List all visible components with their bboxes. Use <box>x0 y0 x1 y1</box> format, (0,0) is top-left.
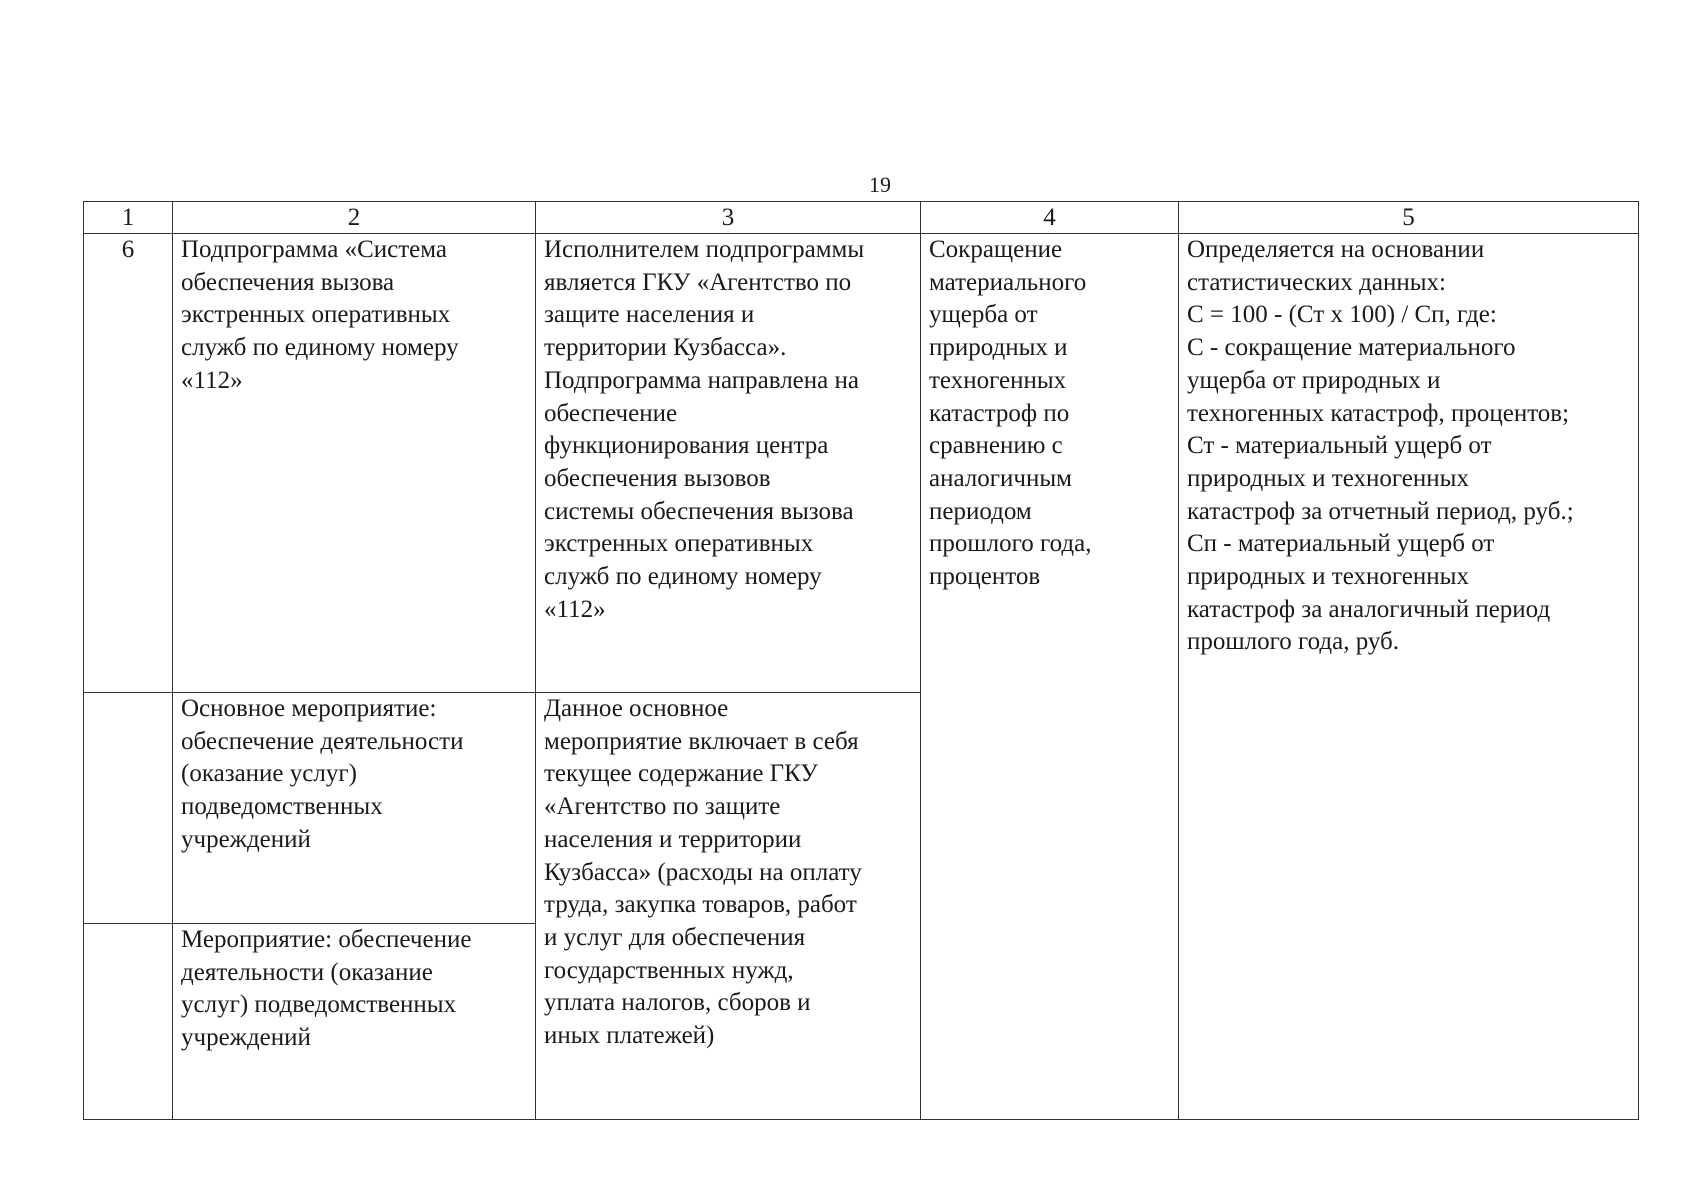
method-cell <box>1179 234 1639 1120</box>
cell-text-line: «112» <box>181 366 243 394</box>
cell-text-line: природных и техногенных <box>1187 464 1469 492</box>
cell-text-line: Ст - материальный ущерб от <box>1187 432 1492 460</box>
cell-text-line: учреждений <box>181 825 311 853</box>
cell-text-line: Данное основное <box>544 695 729 722</box>
cell-text-line: экстренных оперативных <box>181 301 451 329</box>
cell-text-line: Определяется на основании <box>1187 236 1485 263</box>
header-cell-2: 2 <box>173 202 536 234</box>
main-activity-description-cell <box>536 693 921 1120</box>
cell-text-line: защите населения и <box>544 301 755 329</box>
cell-text-line: обеспечения вызова <box>181 268 395 296</box>
cell-text-line: техногенных катастроф, процентов; <box>1187 399 1570 427</box>
cell-text-line: является ГКУ «Агентство по <box>544 268 852 296</box>
cell-text-line: природных и техногенных <box>1187 563 1469 591</box>
header-cell-3: 3 <box>536 202 921 234</box>
cell-text-line: государственных нужд, <box>544 956 794 984</box>
cell-text-line: территории Кузбасса». <box>544 334 787 362</box>
indicators-table <box>83 201 1639 1120</box>
subprogram-name-cell <box>173 234 536 693</box>
cell-text-line: обеспечение <box>544 399 678 427</box>
cell-text-line: С = 100 - (Ст х 100) / Сп, где: <box>1187 301 1497 329</box>
cell-text-line: иных платежей) <box>544 1022 715 1050</box>
cell-text-line: обеспечение деятельности <box>181 727 464 755</box>
header-cell-4: 4 <box>921 202 1179 234</box>
cell-text-line: Подпрограмма «Система <box>181 236 448 263</box>
cell-text-line: прошлого года, <box>929 530 1092 558</box>
cell-text-line: текущее содержание ГКУ <box>544 760 818 788</box>
empty-number-cell <box>84 924 173 1120</box>
cell-text-line: услуг) подведомственных <box>181 991 457 1019</box>
cell-text-line: (оказание услуг) <box>181 760 357 788</box>
table-row <box>84 234 1639 693</box>
cell-text-line: природных и <box>929 334 1068 362</box>
cell-text-line: населения и территории <box>544 825 802 853</box>
header-cell-1: 1 <box>84 202 173 234</box>
header-row <box>84 202 1639 234</box>
cell-text-line: катастроф по <box>929 399 1070 427</box>
cell-text-line: экстренных оперативных <box>544 530 814 558</box>
cell-text-line: Мероприятие: обеспечение <box>181 926 472 953</box>
cell-text-line: функционирования центра <box>544 432 829 460</box>
cell-text-line: системы обеспечения вызова <box>544 497 854 525</box>
cell-text-line: техногенных <box>929 366 1067 394</box>
cell-text-line: статистических данных: <box>1187 268 1446 296</box>
cell-text-line: ущерба от <box>929 301 1038 329</box>
cell-text-line: мероприятие включает в себя <box>544 727 859 755</box>
cell-text-line: катастроф за отчетный период, руб.; <box>1187 497 1574 525</box>
cell-text-line: катастроф за аналогичный период <box>1187 595 1551 623</box>
cell-text-line: С - сокращение материального <box>1187 334 1516 362</box>
cell-text-line: сравнению с <box>929 432 1063 460</box>
main-activity-name-cell <box>173 693 536 924</box>
cell-text-line: «112» <box>544 595 606 623</box>
cell-text-line: прошлого года, руб. <box>1187 628 1400 656</box>
cell-text-line: Сокращение <box>929 236 1063 263</box>
cell-text-line: ущерба от природных и <box>1187 366 1441 394</box>
row-number-cell: 6 <box>84 234 173 693</box>
cell-text-line: Кузбасса» (расходы на оплату <box>544 858 862 886</box>
cell-text-line: деятельности (оказание <box>181 958 433 986</box>
cell-text-line: «Агентство по защите <box>544 793 781 821</box>
subprogram-description-cell <box>536 234 921 693</box>
cell-text-line: Основное мероприятие: <box>181 695 437 722</box>
cell-text-line: Сп - материальный ущерб от <box>1187 530 1495 558</box>
header-cell-5: 5 <box>1179 202 1639 234</box>
activity-name-cell <box>173 924 536 1120</box>
cell-text-line: служб по единому номеру <box>181 334 459 362</box>
cell-text-line: Подпрограмма направлена на <box>544 366 859 394</box>
cell-text-line: периодом <box>929 497 1032 525</box>
cell-text-line: Исполнителем подпрограммы <box>544 236 865 263</box>
cell-text-line: обеспечения вызовов <box>544 464 771 492</box>
cell-text-line: материального <box>929 268 1087 296</box>
cell-text-line: труда, закупка товаров, работ <box>544 891 857 919</box>
empty-number-cell <box>84 693 173 924</box>
indicator-cell <box>921 234 1179 1120</box>
page-number: 19 <box>869 172 891 197</box>
cell-text-line: процентов <box>929 563 1041 591</box>
cell-text-line: служб по единому номеру <box>544 563 822 591</box>
cell-text-line: аналогичным <box>929 464 1072 492</box>
cell-text-line: уплата налогов, сборов и <box>544 989 811 1017</box>
cell-text-line: и услуг для обеспечения <box>544 923 806 951</box>
cell-text-line: подведомственных <box>181 793 383 821</box>
cell-text-line: учреждений <box>181 1024 311 1052</box>
